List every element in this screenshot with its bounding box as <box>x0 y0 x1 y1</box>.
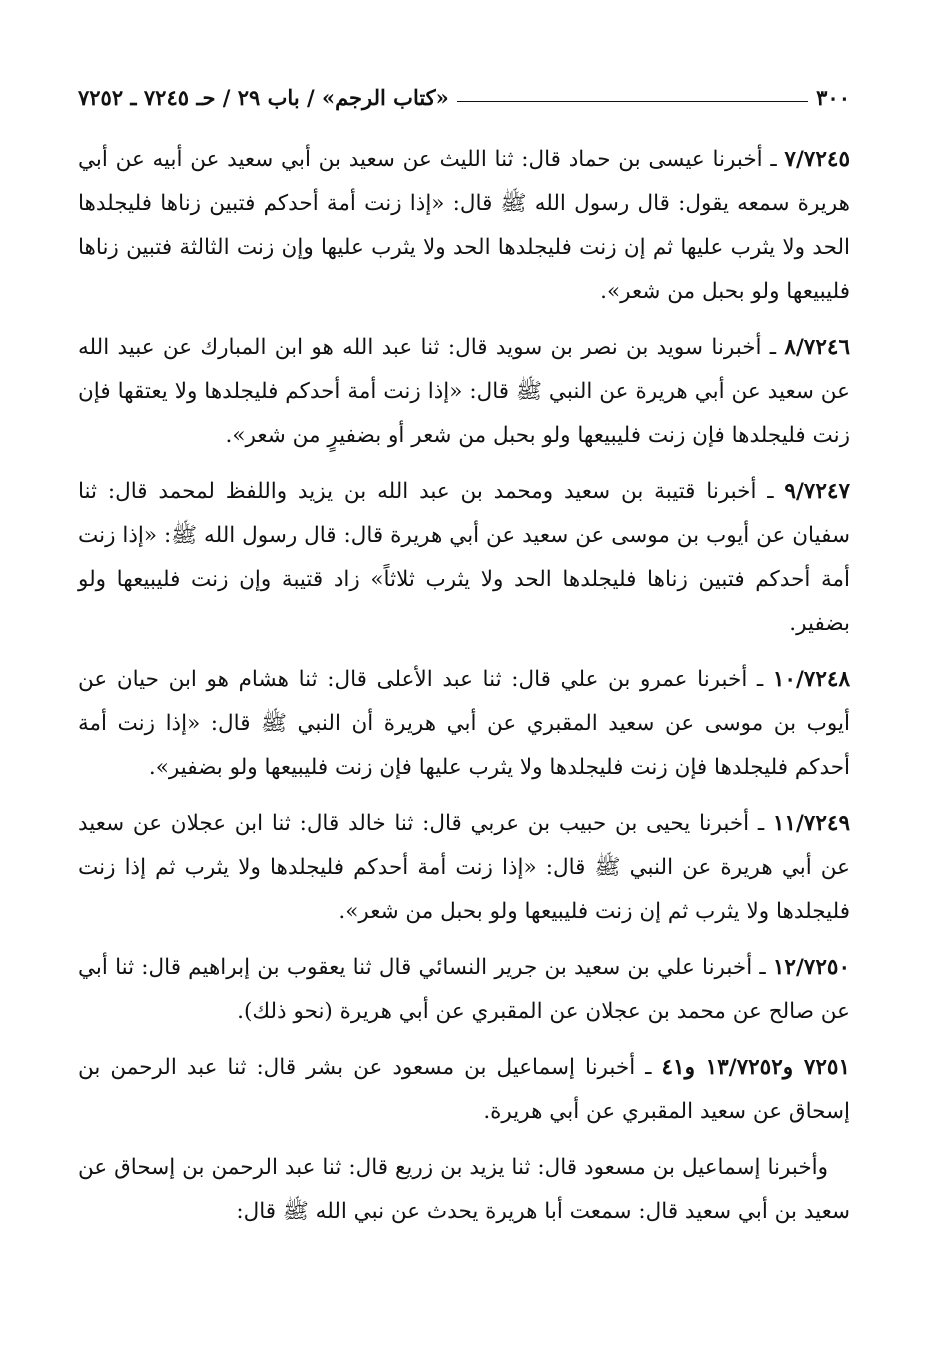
hadith-paragraph <box>78 802 850 934</box>
running-header <box>78 82 850 112</box>
hadith-number: ٧/٧٢٤٥ <box>784 147 850 172</box>
hadith-paragraph <box>78 1046 850 1134</box>
hadith-paragraph <box>78 138 850 314</box>
chapter-title: «كتاب الرجم» / باب ٢٩ / حـ ٧٢٤٥ ـ ٧٢٥٢ <box>78 84 449 110</box>
hadith-paragraph <box>78 326 850 458</box>
hadith-number: ٨/٧٢٤٦ <box>784 335 850 360</box>
hadith-text: ـ أخبرنا قتيبة بن سعيد ومحمد بن عبد الله بن يزيد واللفظ لمحمد قال: ثنا سفيان عن أيوب بن موسى عن سعيد عن أبي هريرة قال: قال رسول الله ﷺ: «إذا زنت أمة أحدكم فتبين زناها فليجلدها الحد ولا يثرب ثلاثاً» زاد قتيبة وإن زنت فليبيعها ولو بضفير. <box>78 479 850 636</box>
hadith-text: ـ أخبرنا عيسى بن حماد قال: ثنا الليث عن سعيد بن أبي سعيد عن أبيه عن أبي هريرة سمعه يقول: قال رسول الله ﷺ قال: «إذا زنت أمة أحدكم فتبين زناها فليجلدها الحد ولا يثرب عليها ثم إن زنت فليجلدها الحد ولا يثرب عليها وإن زنت الثالثة فتبين زناها فليبيعها ولو بحبل من شعر». <box>78 147 850 304</box>
hadith-number: ٧٢٥١ و١٣/٧٢٥٢ و٤١ <box>661 1055 851 1080</box>
hadith-paragraph <box>78 946 850 1034</box>
book-page <box>78 82 850 1246</box>
hadith-number: ٩/٧٢٤٧ <box>784 479 850 504</box>
hadith-text: ـ أخبرنا إسماعيل بن مسعود عن بشر قال: ثنا عبد الرحمن بن إسحاق عن سعيد المقبري عن أبي هريرة. <box>78 1055 850 1124</box>
hadith-paragraph <box>78 658 850 790</box>
hadith-text: ـ أخبرنا علي بن سعيد بن جرير النسائي قال ثنا يعقوب بن إبراهيم قال: ثنا أبي عن صالح عن محمد بن عجلان عن المقبري عن أبي هريرة (نحو ذلك). <box>78 955 850 1024</box>
hadith-text: ـ أخبرنا سويد بن نصر بن سويد قال: ثنا عبد الله هو ابن المبارك عن عبيد الله عن سعيد عن أبي هريرة عن النبي ﷺ قال: «إذا زنت أمة أحدكم فليجلدها ولا يعتقها فإن زنت فليجلدها فإن زنت فليبيعها ولو بحبل من شعر أو بضفيرٍ من شعر». <box>78 335 850 448</box>
hadith-number: ١٠/٧٢٤٨ <box>772 667 850 692</box>
header-rule <box>457 101 808 102</box>
hadith-text: ـ أخبرنا عمرو بن علي قال: ثنا عبد الأعلى قال: ثنا هشام هو ابن حيان عن أيوب بن موسى عن سعيد المقبري عن أبي هريرة أن النبي ﷺ قال: «إذا زنت أمة أحدكم فليجلدها فإن زنت فليجلدها ولا يثرب عليها فإن زنت فليبيعها ولو بضفير». <box>78 667 850 780</box>
page-number: ٣٠٠ <box>816 84 850 110</box>
hadith-number: ١٢/٧٢٥٠ <box>772 955 850 980</box>
continuation-paragraph: وأخبرنا إسماعيل بن مسعود قال: ثنا يزيد بن زريع قال: ثنا عبد الرحمن بن إسحاق عن سعيد بن أبي سعيد قال: سمعت أبا هريرة يحدث عن نبي الله ﷺ قال: <box>78 1155 850 1224</box>
hadith-number: ١١/٧٢٤٩ <box>772 811 850 836</box>
hadith-text: ـ أخبرنا يحيى بن حبيب بن عربي قال: ثنا خالد قال: ثنا ابن عجلان عن سعيد عن أبي هريرة عن النبي ﷺ قال: «إذا زنت أمة أحدكم فليجلدها ولا يثرب ثم إذا زنت فليجلدها ولا يثرب ثم إن زنت فليبيعها ولو بحبل من شعر». <box>78 811 850 924</box>
hadith-paragraph <box>78 470 850 646</box>
body-text <box>78 138 850 1234</box>
